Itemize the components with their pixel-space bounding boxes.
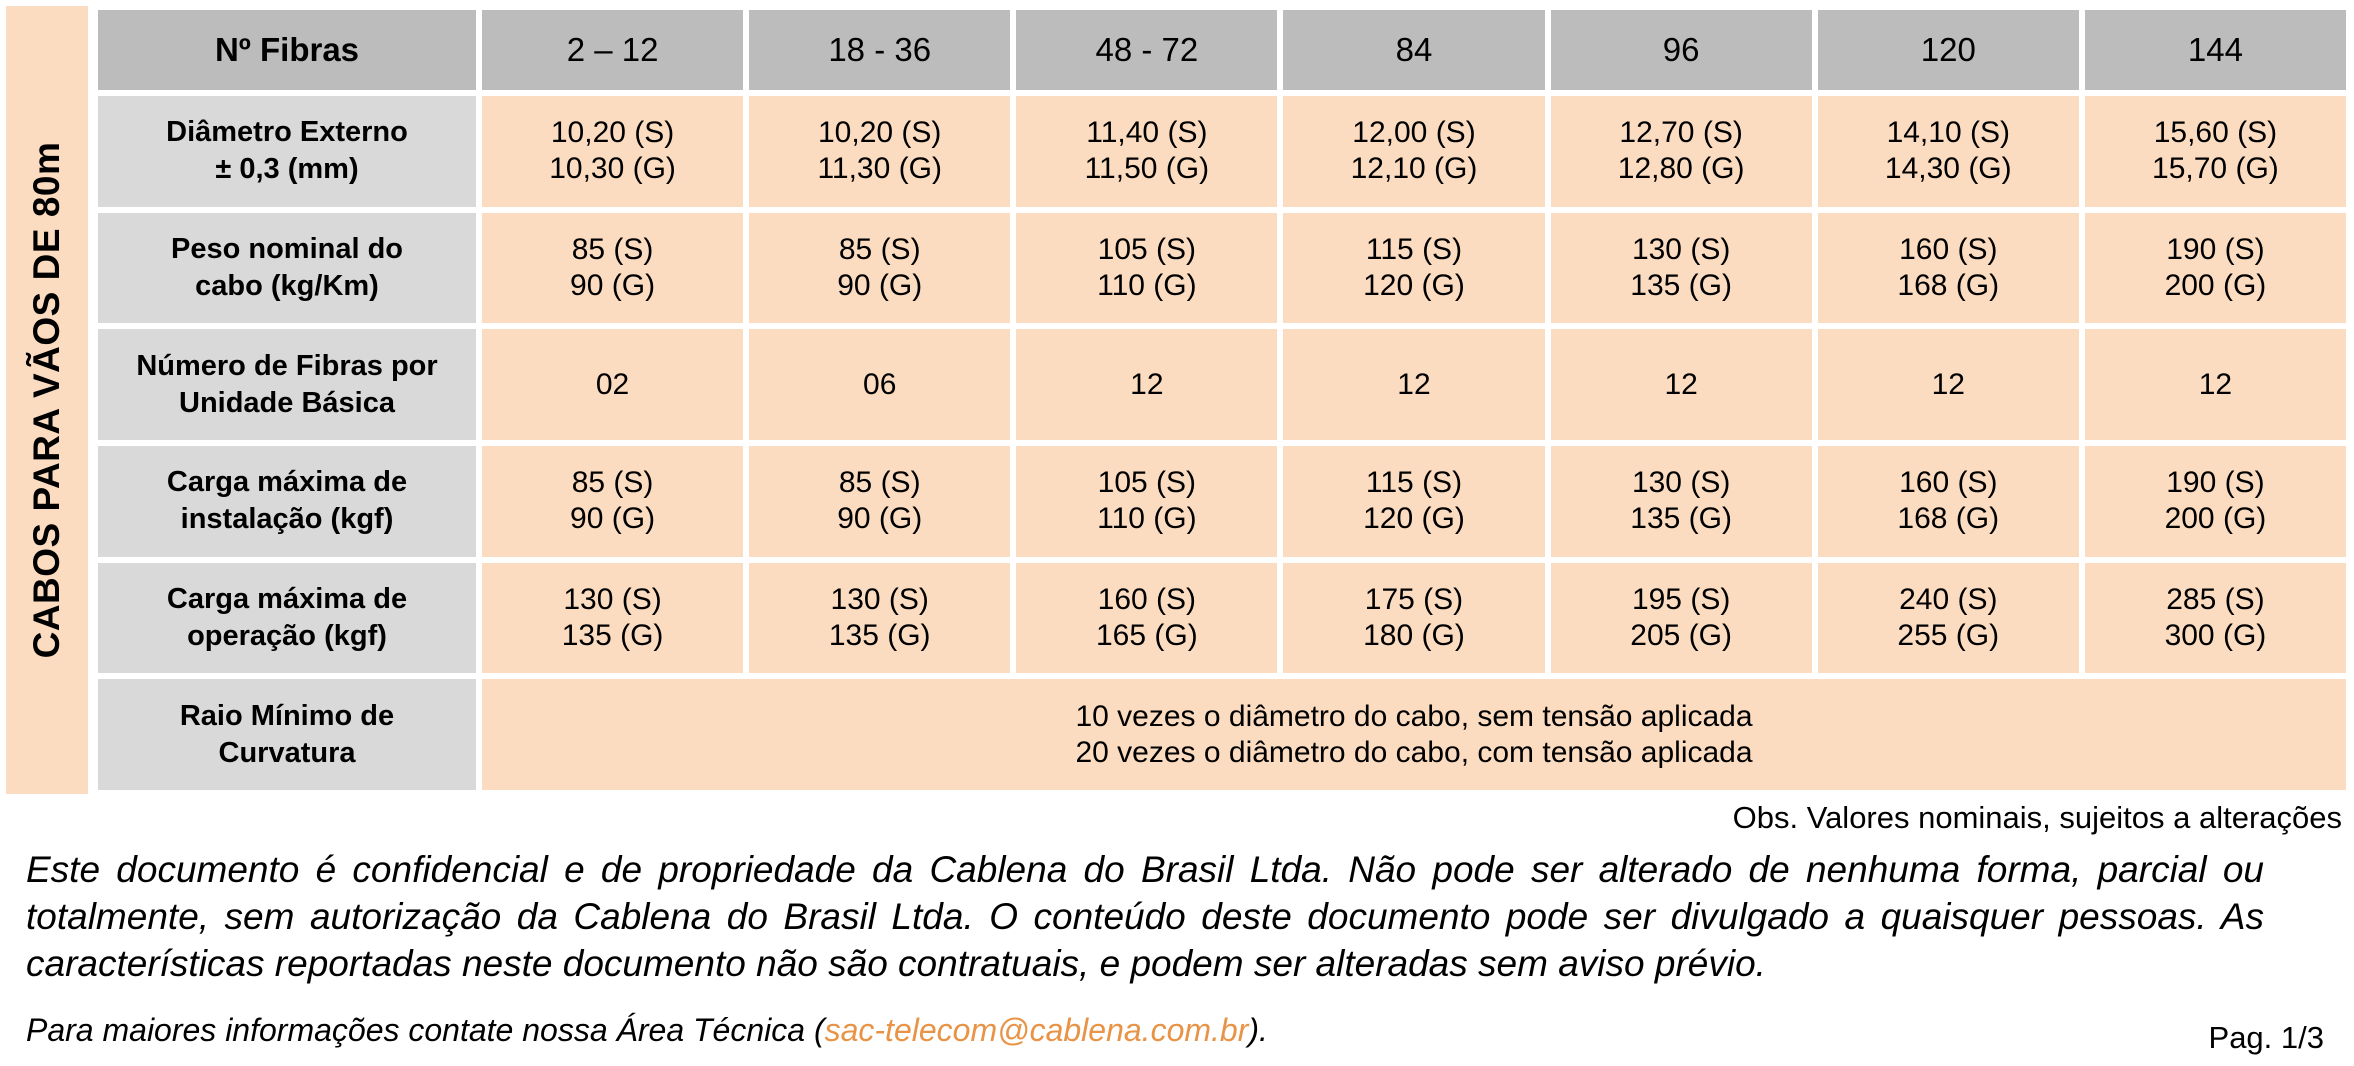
value-cell-line: 85 (S) <box>571 466 654 500</box>
value-cell <box>2085 96 2346 207</box>
value-cell-line: 110 (G) <box>1097 502 1197 536</box>
min-radius-line: 10 vezes o diâmetro do cabo, sem tensão aplicada <box>1075 699 1753 733</box>
row-label <box>98 679 476 790</box>
table-row <box>98 563 2346 674</box>
row-label-line: Curvatura <box>218 736 356 769</box>
value-cell-line: 205 (G) <box>1630 618 1732 652</box>
value-cell <box>749 213 1010 324</box>
row-label-line: Peso nominal do <box>170 232 404 265</box>
value-cell-line: 110 (G) <box>1097 268 1197 302</box>
row-label <box>98 329 476 440</box>
side-label-text: CABOS PARA VÃOS DE 80m <box>26 141 67 659</box>
row-label-line: operação (kgf) <box>187 619 387 652</box>
value-cell-line: 130 (S) <box>1631 232 1731 266</box>
value-cell-line: 168 (G) <box>1897 268 2000 302</box>
value-cell-line: 14,10 (S) <box>1886 116 2010 150</box>
min-radius-line: 20 vezes o diâmetro do cabo, com tensão aplicada <box>1075 735 1753 769</box>
contact-suffix: ). <box>1248 1012 1268 1048</box>
row-label <box>98 446 476 557</box>
value-cell-line: 85 (S) <box>571 232 654 266</box>
value-cell <box>2085 329 2346 440</box>
value-cell-line: 130 (S) <box>563 582 662 616</box>
header-cell: 120 <box>1818 10 2079 90</box>
row-label <box>98 213 476 324</box>
value-cell <box>2085 563 2346 674</box>
table-row <box>98 329 2346 440</box>
value-cell-line: 115 (S) <box>1365 232 1463 266</box>
contact-email-link[interactable]: sac-telecom@cablena.com.br <box>824 1012 1249 1048</box>
value-cell <box>1016 446 1277 557</box>
value-cell <box>1818 329 2079 440</box>
value-cell <box>1016 563 1277 674</box>
value-cell-line: 12 <box>2198 367 2233 401</box>
value-cell-line: 10,30 (G) <box>549 152 676 186</box>
value-cell-line: 105 (S) <box>1097 466 1197 500</box>
value-cell-line: 120 (G) <box>1363 268 1465 302</box>
value-cell-line: 135 (G) <box>1630 502 1732 536</box>
value-cell <box>749 96 1010 207</box>
value-cell-line: 160 (S) <box>1097 582 1197 616</box>
value-cell <box>2085 213 2346 324</box>
value-cell-line: 130 (S) <box>830 582 929 616</box>
table-row <box>98 446 2346 557</box>
header-cell: 2 – 12 <box>482 10 743 90</box>
value-cell-line: 175 (S) <box>1364 582 1464 616</box>
value-cell-line: 85 (S) <box>838 466 921 500</box>
confidentiality-notice: Este documento é confidencial e de propriedade da Cablena do Brasil Ltda. Não pode ser alterado de nenhuma forma, parcial ou totalmente, sem autorização da Cablena do Brasil Ltda. O conteúdo deste documento pode ser divulgado a quaisquer pessoas. As características reportadas neste documento não são contratuais, e podem ser alteradas sem aviso prévio. <box>26 849 2264 984</box>
min-radius-cell <box>482 679 2346 790</box>
value-cell-line: 12,10 (G) <box>1350 152 1478 186</box>
value-cell-line: 14,30 (G) <box>1884 152 2012 186</box>
value-cell-line: 180 (G) <box>1363 618 1465 652</box>
value-cell-line: 255 (G) <box>1897 618 2000 652</box>
value-cell-line: 130 (S) <box>1631 466 1731 500</box>
value-cell <box>1551 213 1812 324</box>
header-cell: 96 <box>1551 10 1812 90</box>
header-cell: 18 - 36 <box>749 10 1010 90</box>
row-label-line: Número de Fibras por <box>136 349 438 382</box>
value-cell-line: 11,50 (G) <box>1084 152 1210 186</box>
value-cell <box>482 213 743 324</box>
value-cell <box>1283 329 1544 440</box>
value-cell <box>1551 446 1812 557</box>
header-cell: 84 <box>1283 10 1544 90</box>
value-cell <box>749 563 1010 674</box>
value-cell-line: 90 (G) <box>837 268 923 302</box>
value-cell-line: 135 (G) <box>1630 268 1732 302</box>
value-cell <box>1283 96 1544 207</box>
page-number: Pag. 1/3 <box>2208 1020 2324 1055</box>
value-cell-line: 168 (G) <box>1897 502 2000 536</box>
table-row <box>98 96 2346 207</box>
value-cell-line: 285 (S) <box>2166 582 2265 616</box>
value-cell <box>1818 563 2079 674</box>
table-header-row <box>98 10 2346 90</box>
row-label-line: Carga máxima de <box>166 466 408 499</box>
row-label-line: ± 0,3 (mm) <box>215 153 359 186</box>
value-cell <box>1283 563 1544 674</box>
value-cell-line: 160 (S) <box>1899 466 1998 500</box>
value-cell <box>482 96 743 207</box>
value-cell-line: 165 (G) <box>1095 618 1198 652</box>
value-cell-line: 90 (G) <box>837 502 923 536</box>
value-cell-line: 10,20 (S) <box>550 116 675 150</box>
value-cell-line: 15,70 (G) <box>2152 152 2279 186</box>
value-cell-line: 12,00 (S) <box>1352 116 1476 150</box>
value-cell <box>1551 329 1812 440</box>
contact-line <box>26 1012 1268 1049</box>
value-cell <box>1818 446 2079 557</box>
value-cell <box>1283 213 1544 324</box>
row-label-line: cabo (kg/Km) <box>195 269 379 302</box>
value-cell <box>1283 446 1544 557</box>
value-cell-line: 12 <box>1664 367 1698 401</box>
value-cell-line: 200 (G) <box>2164 502 2267 536</box>
value-cell <box>482 329 743 440</box>
value-cell <box>1818 213 2079 324</box>
value-cell-line: 195 (S) <box>1631 582 1731 616</box>
side-vertical-label <box>6 6 88 794</box>
value-cell <box>1818 96 2079 207</box>
value-cell <box>1551 96 1812 207</box>
value-cell <box>1016 96 1277 207</box>
table-row-min-radius <box>98 679 2346 790</box>
row-label <box>98 563 476 674</box>
row-label-line: Unidade Básica <box>179 386 395 419</box>
value-cell-line: 105 (S) <box>1097 232 1197 266</box>
value-cell <box>749 329 1010 440</box>
header-fiber-count: Nº Fibras <box>98 10 476 90</box>
value-cell <box>1016 213 1277 324</box>
value-cell-line: 115 (S) <box>1365 466 1463 500</box>
header-cell: 48 - 72 <box>1016 10 1277 90</box>
observation-note: Obs. Valores nominais, sujeitos a alterações <box>1732 800 2342 835</box>
value-cell-line: 11,40 (S) <box>1086 116 1208 150</box>
value-cell-line: 300 (G) <box>2164 618 2267 652</box>
value-cell-line: 240 (S) <box>1899 582 1998 616</box>
value-cell-line: 10,20 (S) <box>818 116 942 150</box>
value-cell-line: 135 (G) <box>828 618 931 652</box>
value-cell <box>749 446 1010 557</box>
value-cell <box>1551 563 1812 674</box>
header-cell: 144 <box>2085 10 2346 90</box>
row-label-line: instalação (kgf) <box>180 503 394 536</box>
value-cell-line: 11,30 (G) <box>817 152 942 186</box>
value-cell-line: 90 (G) <box>570 268 656 302</box>
value-cell <box>2085 446 2346 557</box>
row-label-line: Diâmetro Externo <box>166 116 408 149</box>
value-cell-line: 200 (G) <box>2164 268 2267 302</box>
row-label-line: Raio Mínimo de <box>179 699 395 732</box>
value-cell-line: 190 (S) <box>2166 232 2265 266</box>
value-cell-line: 12,80 (G) <box>1617 152 1745 186</box>
value-cell-line: 12 <box>1397 367 1431 401</box>
row-label-line: Carga máxima de <box>166 582 408 615</box>
value-cell <box>482 446 743 557</box>
contact-prefix: Para maiores informações contate nossa Área Técnica ( <box>26 1012 825 1048</box>
value-cell-line: 12 <box>1931 367 1965 401</box>
value-cell-line: 12 <box>1130 367 1164 401</box>
value-cell <box>482 563 743 674</box>
row-label <box>98 96 476 207</box>
value-cell-line: 15,60 (S) <box>2153 116 2278 150</box>
cable-spec-table <box>92 4 2352 796</box>
value-cell-line: 12,70 (S) <box>1619 116 1743 150</box>
value-cell-line: 02 <box>595 367 630 401</box>
value-cell <box>1016 329 1277 440</box>
value-cell-line: 135 (G) <box>561 618 664 652</box>
value-cell-line: 85 (S) <box>838 232 921 266</box>
value-cell-line: 06 <box>863 367 897 401</box>
table-row <box>98 213 2346 324</box>
value-cell-line: 120 (G) <box>1363 502 1465 536</box>
value-cell-line: 190 (S) <box>2166 466 2265 500</box>
value-cell-line: 160 (S) <box>1899 232 1998 266</box>
value-cell-line: 90 (G) <box>570 502 656 536</box>
